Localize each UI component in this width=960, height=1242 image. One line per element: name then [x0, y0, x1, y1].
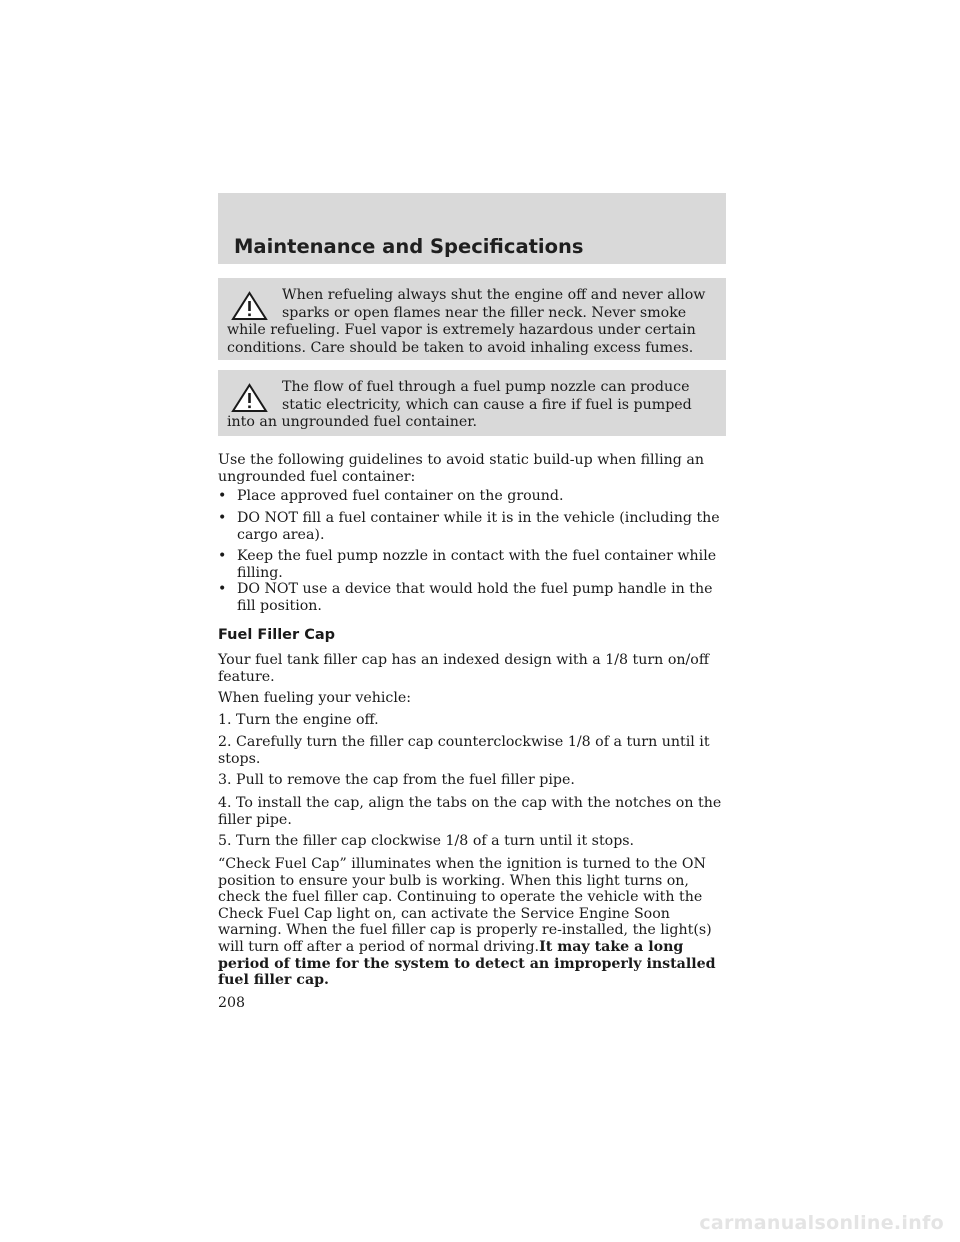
watermark: carmanualsonline.info — [699, 1212, 944, 1234]
section-header-bar — [218, 193, 726, 264]
emphasis-text: It may take a long period of time for the system to detect an improperly installed fuel filler cap. — [218, 938, 716, 989]
list-item: • DO NOT fill a fuel container while it is in the vehicle (including the cargo area). — [218, 510, 720, 543]
list-item: • DO NOT use a device that would hold the fuel pump handle in the fill position. — [218, 581, 713, 614]
step-item: 1. Turn the engine off. — [218, 712, 379, 728]
section-title: Maintenance and Specifications — [234, 235, 584, 258]
list-item: • Place approved fuel container on the ground. — [218, 488, 564, 504]
step-item: 2. Carefully turn the filler cap counterclockwise 1/8 of a turn until it stops. — [218, 734, 710, 767]
description-paragraph: Your fuel tank filler cap has an indexed design with a 1/8 turn on/off feature. — [218, 652, 709, 685]
warning-triangle-icon — [231, 383, 268, 413]
warning-triangle-icon — [231, 291, 268, 321]
step-item: 3. Pull to remove the cap from the fuel filler pipe. — [218, 772, 575, 788]
page-number: 208 — [218, 995, 246, 1011]
warning-box — [218, 278, 726, 360]
bullet-icon: • — [218, 488, 227, 504]
step-item: 5. Turn the filler cap clockwise 1/8 of a turn until it stops. — [218, 833, 635, 849]
warning-text: When refueling always shut the engine off and never allow sparks or open flames near the filler neck. Never smoke while refueling. Fuel vapor is extremely hazardous under certain conditions. Care should be taken to avoid inhaling excess fumes. — [227, 287, 706, 356]
warning-box — [218, 370, 726, 436]
bullet-icon: • — [218, 581, 227, 597]
lead-paragraph: When fueling your vehicle: — [218, 690, 412, 706]
closing-paragraph: “Check Fuel Cap” illuminates when the ignition is turned to the ON position to ensure your bulb is working. When this light turns on, check the fuel filler cap. Continuing to operate the vehicle with the Check Fuel Cap light on, can activate the Service Engine Soon warning. When the fuel filler cap is properly re-installed, the light(s) will turn off after a period of normal driving.It may take a long period of time for the system to detect an improperly installed fuel filler cap. — [218, 856, 716, 989]
warning-text: The flow of fuel through a fuel pump nozzle can produce static electricity, which can cause a fire if fuel is pumped into an ungrounded fuel container. — [227, 379, 692, 430]
bullet-icon: • — [218, 510, 227, 526]
section-heading: Fuel Filler Cap — [218, 627, 336, 643]
bullet-icon: • — [218, 548, 227, 564]
list-item: • Keep the fuel pump nozzle in contact with the fuel container while filling. — [218, 548, 717, 581]
intro-paragraph: Use the following guidelines to avoid static build-up when filling an ungrounded fuel container: — [218, 452, 704, 485]
step-item: 4. To install the cap, align the tabs on the cap with the notches on the filler pipe. — [218, 795, 722, 828]
